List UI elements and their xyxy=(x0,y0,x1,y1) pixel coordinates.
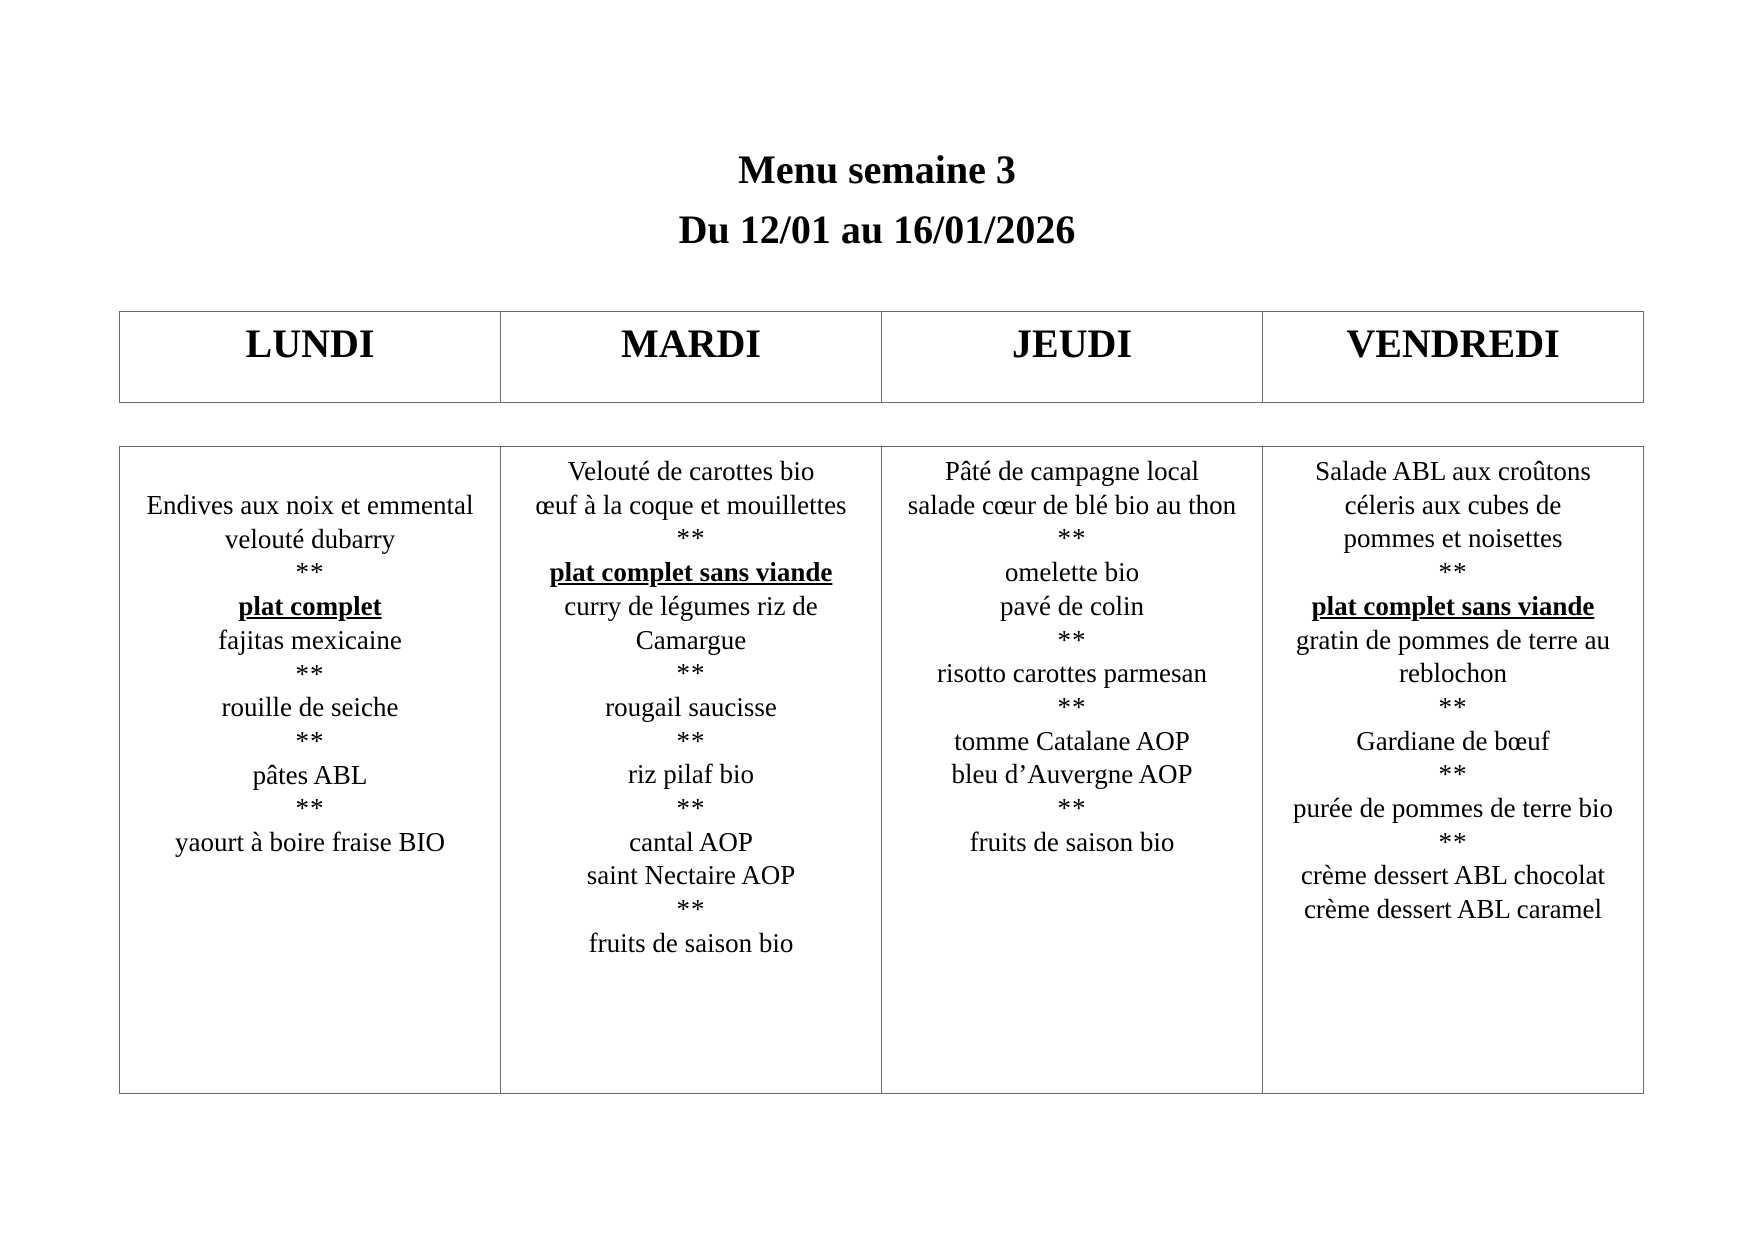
menu-item: salade cœur de blé bio au thon xyxy=(907,489,1237,520)
menu-cell-mardi xyxy=(501,447,882,1094)
menu-item: Salade ABL aux croûtons xyxy=(1315,456,1591,486)
menu-item: omelette bio xyxy=(1004,557,1140,588)
course-separator: ** xyxy=(676,658,706,689)
day-header-table xyxy=(119,311,1644,403)
menu-item: cantal AOP xyxy=(629,826,753,857)
menu-item: saint Nectaire AOP xyxy=(586,860,796,891)
menu-item: curry de légumes riz de Camargue xyxy=(564,590,818,655)
plat-complet-label: plat complet sans viande xyxy=(1311,590,1595,621)
day-header-vendredi: VENDREDI xyxy=(1263,312,1644,403)
menu-table xyxy=(119,446,1644,1094)
course-separator: ** xyxy=(676,894,706,925)
menu-date-range: Du 12/01 au 16/01/2026 xyxy=(678,207,1076,252)
menu-item: velouté dubarry xyxy=(224,523,396,554)
course-separator: ** xyxy=(676,725,706,756)
menu-item: crème dessert ABL chocolat xyxy=(1300,860,1606,891)
menu-title: Menu semaine 3 xyxy=(738,147,1016,192)
menu-item: bleu d’Auvergne AOP xyxy=(951,759,1193,790)
course-separator: ** xyxy=(1057,691,1087,722)
course-separator: ** xyxy=(1438,826,1468,857)
course-separator: ** xyxy=(676,523,706,554)
menu-item: purée de pommes de terre bio xyxy=(1292,793,1614,824)
course-separator: ** xyxy=(295,658,325,689)
menu-row xyxy=(120,447,1644,1094)
menu-item: œuf à la coque et mouillettes xyxy=(535,489,847,520)
plat-complet-label: plat complet sans viande xyxy=(549,557,833,588)
menu-cell-jeudi xyxy=(882,447,1263,1094)
menu-item: céleris aux cubes de pommes et noisettes xyxy=(1343,489,1563,554)
menu-item: pavé de colin xyxy=(1000,590,1144,621)
course-separator: ** xyxy=(1438,691,1468,722)
menu-item: Gardiane de bœuf xyxy=(1356,725,1550,756)
menu-item: fajitas mexicaine xyxy=(218,624,402,655)
menu-item: pâtes ABL xyxy=(252,759,368,790)
course-separator: ** xyxy=(1057,793,1087,824)
day-header-jeudi: JEUDI xyxy=(882,312,1263,403)
menu-item: Velouté de carottes bio xyxy=(567,456,815,486)
course-separator: ** xyxy=(1057,523,1087,554)
course-separator: ** xyxy=(1438,557,1468,588)
plat-complet-label: plat complet xyxy=(238,591,382,622)
menu-item: riz pilaf bio xyxy=(628,759,754,790)
menu-item: yaourt à boire fraise BIO xyxy=(175,827,445,858)
menu-cell-vendredi xyxy=(1263,447,1644,1094)
menu-item: Endives aux noix et emmental xyxy=(146,490,474,520)
menu-item: tomme Catalane AOP xyxy=(954,725,1190,756)
menu-item: rougail saucisse xyxy=(605,691,777,722)
menu-item: gratin de pommes de terre au reblochon xyxy=(1295,624,1611,689)
course-separator: ** xyxy=(295,725,325,756)
course-separator: ** xyxy=(1438,759,1468,790)
course-separator: ** xyxy=(295,793,325,824)
menu-item: rouille de seiche xyxy=(221,692,399,723)
menu-item: risotto carottes parmesan xyxy=(937,658,1207,689)
menu-item: fruits de saison bio xyxy=(969,826,1175,857)
menu-item: Pâté de campagne local xyxy=(944,456,1200,486)
course-separator: ** xyxy=(295,557,325,588)
menu-cell-lundi xyxy=(120,447,501,1094)
day-header-row xyxy=(120,312,1644,403)
day-header-mardi: MARDI xyxy=(501,312,882,403)
day-header-lundi: LUNDI xyxy=(120,312,501,403)
course-separator: ** xyxy=(676,793,706,824)
course-separator: ** xyxy=(1057,624,1087,655)
menu-item: crème dessert ABL caramel xyxy=(1303,894,1603,925)
menu-item: fruits de saison bio xyxy=(588,927,794,958)
